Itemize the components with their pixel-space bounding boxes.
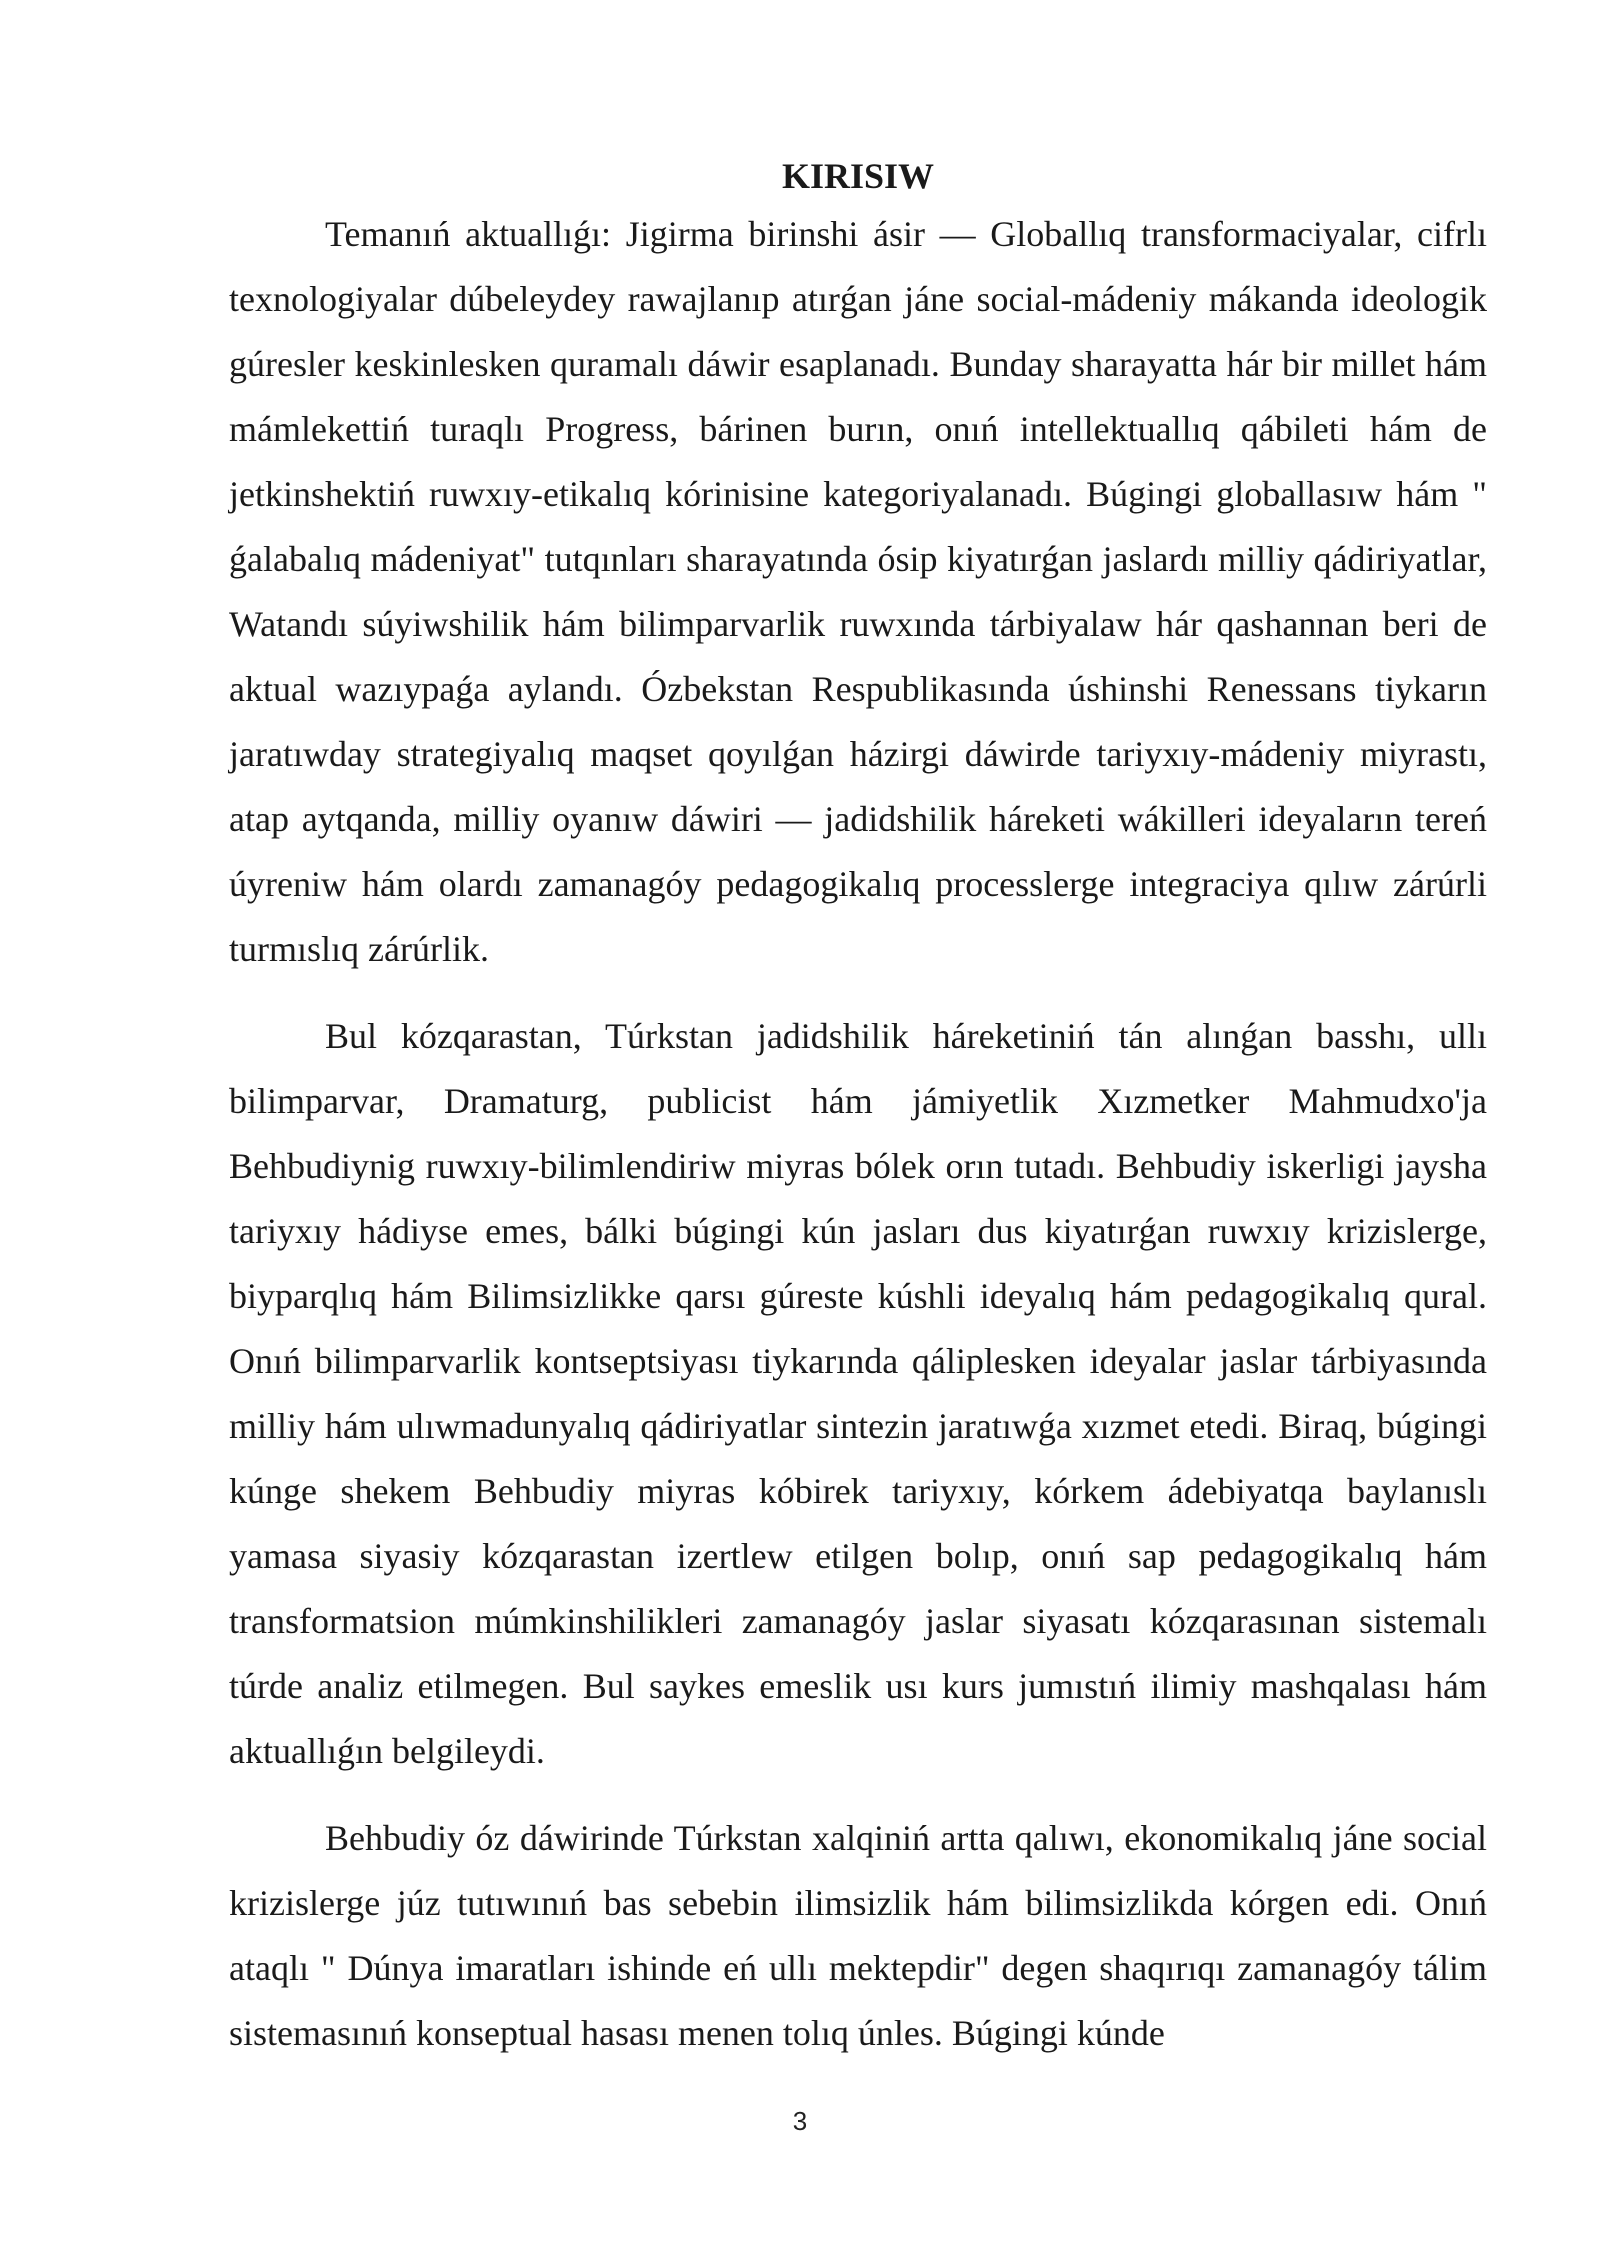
paragraph-1: Temanıń aktuallıǵı: Jigirma birinshi ásir — Globallıq transformaciyalar, cifrlı texnologiyalar dúbeleydey rawajlanıp atırǵan jáne social-mádeniy mákanda ideologik gúresler keskinlesken quramalı dáwir esaplanadı. Bunday sharayatta hár bir millet hám mámlekettiń turaqlı Progress, bárinen burın, onıń intellektuallıq qábileti hám de jetkinshektiń ruwxıy-etikalıq kórinisine kategoriyalanadı. Búgingi globallasıw hám " ǵalabalıq mádeniyat" tutqınları sharayatında ósip kiyatırǵan jaslardı milliy qádiriyatlar, Watandı súyiwshilik hám bilimparvarlik ruwxında tárbiyalaw hár qashannan beri de aktual wazıypaǵa aylandı. Ózbekstan Respublikasında úshinshi Renessans tiykarın jaratıwday strategiyalıq maqset qoyılǵan házirgi dáwirde tariyxıy-mádeniy miyrastı, atap aytqanda, milliy oyanıw dáwiri — jadidshilik háreketi wákilleri ideyaların tereń úyreniw hám olardı zamanagóy pedagogikalıq processlerge integraciya qılıw zárúrli turmıslıq zárúrlik. — [229, 214, 1487, 969]
document-body — [229, 150, 1487, 2088]
paragraph-2: Bul kózqarastan, Túrkstan jadidshilik háreketiniń tán alınǵan basshı, ullı bilimparvar, Dramaturg, publicist hám jámiyetlik Xızmetker Mahmudxo'ja Behbudiynig ruwxıy-bilimlendiriw miyras bólek orın tutadı. Behbudiy iskerligi jaysha tariyxıy hádiyse emes, bálki búgingi kún jasları dus kiyatırǵan ruwxıy krizislerge, biyparqlıq hám Bilimsizlikke qarsı gúreste kúshli ideyalıq hám pedagogikalıq qural. Onıń bilimparvarlik kontseptsiyası tiykarında qáliplesken ideyalar jaslar tárbiyasında milliy hám ulıwmadunyalıq qádiriyatlar sintezin jaratıwǵa xızmet etedi. Biraq, búgingi kúnge shekem Behbudiy miyras kóbirek tariyxıy, kórkem ádebiyatqa baylanıslı yamasa siyasiy kózqarastan izertlew etilgen bolıp, onıń sap pedagogikalıq hám transformatsion múmkinshilikleri zamanagóy jaslar siyasatı kózqarasınan sistemalı túrde analiz etilmegen. Bul saykes emeslik usı kurs jumıstıń ilimiy mashqalası hám aktuallıǵın belgileydi. — [229, 1016, 1487, 1771]
page-number: 3 — [792, 2106, 808, 2136]
paragraph-3: Behbudiy óz dáwirinde Túrkstan xalqiniń artta qalıwı, ekonomikalıq jáne social krizislerge júz tutıwınıń bas sebebin ilimsizlik hám bilimsizlikda kórgen edi. Onıń ataqlı " Dúnya imaratları ishinde eń ullı mektepdir" degen shaqırıqı zamanagóy tálim sistemasınıń konseptual hasası menen tolıq únles. Búgingi kúnde — [229, 1818, 1487, 2053]
page-title: KIRISIW — [781, 156, 935, 196]
